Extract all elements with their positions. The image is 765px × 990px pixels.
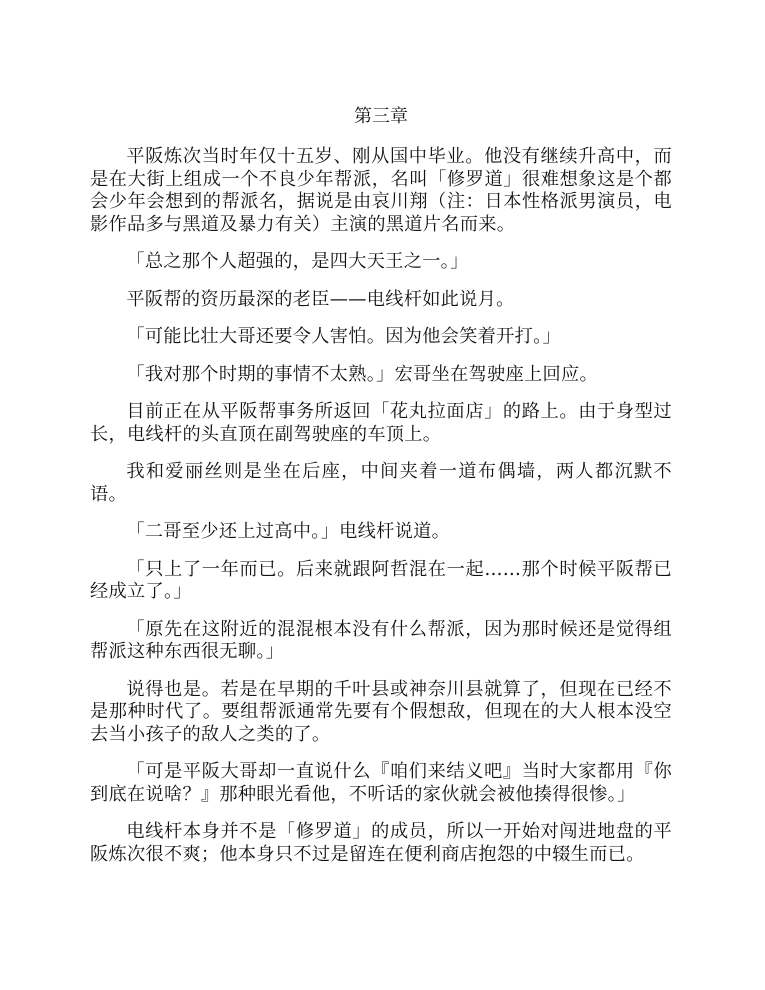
paragraph: 「只上了一年而已。后来就跟阿哲混在一起……那个时候平阪帮已经成立了。」 — [90, 558, 672, 602]
paragraph: 「原先在这附近的混混根本没有什么帮派，因为那时候还是觉得组帮派这种东西很无聊。」 — [90, 618, 672, 662]
paragraph: 「可能比壮大哥还要令人害怕。因为他会笑着开打。」 — [126, 326, 561, 347]
paragraph: 「二哥至少还上过高中。」电线杆说道。 — [126, 521, 451, 542]
paragraph: 电线杆本身并不是「修罗道」的成员，所以一开始对闯进地盘的平阪炼次很不爽；他本身只不过是留连在便利商店抱怨的中辍生而已。 — [90, 821, 672, 865]
paragraph: 说得也是。若是在早期的千叶县或神奈川县就算了，但现在已经不是那种时代了。要组帮派通常先要有个假想敌，但现在的大人根本没空去当小孩子的敌人之类的了。 — [90, 678, 672, 745]
paragraph: 目前正在从平阪帮事务所返回「花丸拉面店」的路上。由于身型过长，电线杆的头直顶在副驾驶座的车顶上。 — [90, 401, 672, 445]
paragraph: 平阪炼次当时年仅十五岁、刚从国中毕业。他没有继续升高中，而是在大街上组成一个不良少年帮派，名叫「修罗道」很难想象这是个都会少年会想到的帮派名，据说是由哀川翔（注：日本性格派男演员，电影作品多与黑道及暴力有关）主演的黑道片名而来。 — [90, 146, 672, 235]
paragraph: 「可是平阪大哥却一直说什么『咱们来结义吧』当时大家都用『你到底在说啥？』那种眼光看他，不听话的家伙就会被他揍得很惨。」 — [90, 761, 672, 805]
chapter-title: 第三章 — [354, 106, 408, 127]
paragraph: 「总之那个人超强的，是四大天王之一。」 — [126, 251, 469, 272]
paragraph: 「我对那个时期的事情不太熟。」宏哥坐在驾驶座上回应。 — [126, 363, 598, 385]
paragraph: 平阪帮的资历最深的老臣——电线杆如此说月。 — [126, 288, 515, 310]
document-page — [90, 105, 672, 881]
paragraph: 我和爱丽丝则是坐在后座，中间夹着一道布偶墙，两人都沉默不语。 — [90, 461, 672, 505]
